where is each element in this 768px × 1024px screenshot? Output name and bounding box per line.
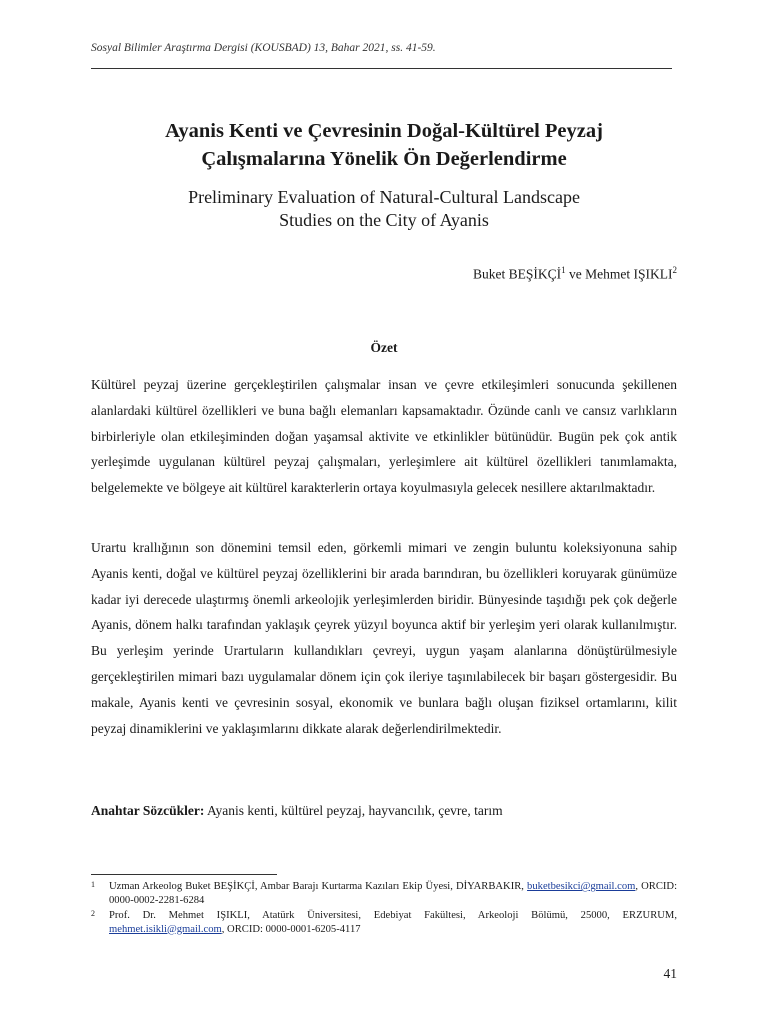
article-subtitle-line-1: Preliminary Evaluation of Natural-Cultural Landscape	[188, 187, 580, 207]
header-divider	[91, 68, 672, 69]
abstract-heading: Özet	[370, 340, 398, 355]
article-title-line-2: Çalışmalarına Yönelik Ön Değerlendirme	[201, 148, 567, 170]
article-title	[91, 117, 677, 173]
journal-header: Sosyal Bilimler Araştırma Dergisi (KOUSBAD) 13, Bahar 2021, ss. 41-59.	[91, 42, 436, 54]
footnote-number: 2	[91, 909, 95, 918]
footnote-1	[91, 880, 677, 907]
keywords-text: Ayanis kenti, kültürel peyzaj, hayvancılık, çevre, tarım	[204, 803, 503, 818]
footnote-divider	[91, 874, 277, 875]
abstract-paragraph-2: Urartu krallığının son dönemini temsil eden, görkemli mimari ve zengin buluntu koleksiyonuna sahip Ayanis kenti, doğal ve kültürel peyzaj özelliklerini bir arada barındıran, bu özellikleri koruyarak günümüze kadar iyi derecede ulaştırmış önemli arkeolojik yerleşimlerden biridir. Bünyesinde taşıdığı pek çok değerle Ayanis, dönem halkı tarafından yaklaşık çeyrek yüzyıl boyunca aktif bir yerleşim yeri olarak kullanılmıştır. Bu yerleşim yerinde Urartuların kullandıkları çevreyi, uygun yaşam alanlarına dönüştürülmesiyle gerçekleştirilen mimari bazı uygulamalar dönem için çok ileriye taşınılabilecek bir başarı göstergesidir. Bu makale, Ayanis kenti ve çevresinin sosyal, ekonomik ve bunlara bağlı oluşan fiziksel ortamlarını, kilit peyzaj dinamiklerini ve yaklaşımlarını dikkate alarak değerlendirilmektedir.	[91, 540, 677, 736]
author-2-footnote-ref[interactable]: 2	[672, 265, 677, 275]
footnote-text: Prof. Dr. Mehmet IŞIKLI, Atatürk Üniversitesi, Edebiyat Fakültesi, Arkeoloji Bölümü, 25000, ERZURUM,	[109, 910, 677, 921]
author-1: Buket BEŞİKÇİ	[473, 266, 562, 282]
footnote-email-link[interactable]: buketbesikci@gmail.com	[527, 881, 636, 892]
footnote-text: Uzman Arkeolog Buket BEŞİKÇİ, Ambar Barajı Kurtarma Kazıları Ekip Üyesi, DİYARBAKIR,	[109, 881, 528, 892]
author-conjunction: ve	[565, 266, 586, 282]
article-subtitle-line-2: Studies on the City of Ayanis	[279, 210, 489, 230]
author-line	[91, 265, 677, 283]
author-1-footnote-ref[interactable]: 1	[561, 265, 566, 275]
keywords-label: Anahtar Sözcükler:	[91, 803, 205, 818]
abstract-paragraph-1: Kültürel peyzaj üzerine gerçekleştirilen çalışmalar insan ve çevre etkileşimleri sonucunda şekillenen alanlardaki kültürel özellikleri ve buna bağlı elemanları kapsamaktadır. Özünde canlı ve cansız varlıkların birbirleriyle olan etkileşiminden doğan yaşamsal aktivite ve etkinlikler bütünüdür. Bugün pek çok antik yerleşimde uygulanan kültürel peyzaj çalışmaları, yerleşimlere ait kültürel özellikleri tanımlamakta, belgelemekte ve bölgeye ait kültürel karakterlerin ortaya koyulmasıyla gelecek nesillere aktarılmaktadır.	[91, 377, 677, 496]
keywords	[91, 803, 677, 819]
page-number: 41	[663, 966, 677, 981]
footnote-email-link[interactable]: mehmet.isikli@gmail.com	[109, 923, 222, 935]
footnote-number: 1	[91, 880, 95, 889]
footnote-orcid: , ORCID: 0000-0001-6205-4117	[221, 923, 361, 935]
article-subtitle	[91, 186, 677, 232]
footnotes	[91, 880, 677, 938]
article-title-line-1: Ayanis Kenti ve Çevresinin Doğal-Kültürel Peyzaj	[165, 120, 603, 142]
footnote-orcid: , ORCID: 0000-0002-2281-6284	[109, 881, 678, 906]
author-2: Mehmet IŞIKLI	[585, 266, 673, 282]
footnote-2	[91, 909, 677, 936]
